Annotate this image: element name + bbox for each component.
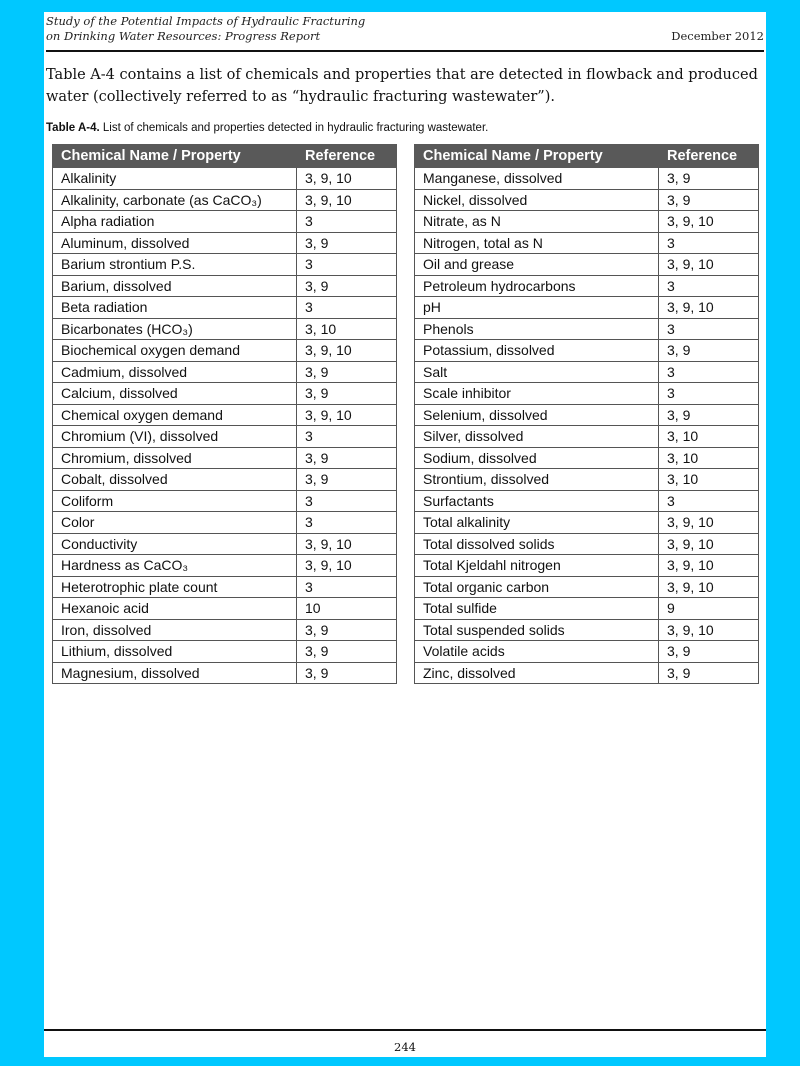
table-row xyxy=(415,232,759,254)
chemical-name-cell: Total sulfide xyxy=(415,598,659,620)
table-row xyxy=(415,490,759,512)
chemical-name-cell: Silver, dissolved xyxy=(415,426,659,448)
table-row xyxy=(415,426,759,448)
chemical-name-cell: Strontium, dissolved xyxy=(415,469,659,491)
chemical-name-cell: Chemical oxygen demand xyxy=(53,404,297,426)
reference-cell: 9 xyxy=(659,598,759,620)
reference-cell: 3, 9, 10 xyxy=(659,576,759,598)
table-row xyxy=(53,211,397,233)
reference-cell: 3, 9, 10 xyxy=(659,254,759,276)
reference-cell: 3, 9, 10 xyxy=(659,555,759,577)
reference-cell: 3, 9 xyxy=(297,232,397,254)
chemical-name-cell: Biochemical oxygen demand xyxy=(53,340,297,362)
chemical-name-cell: Beta radiation xyxy=(53,297,297,319)
table-row xyxy=(415,641,759,663)
table-row xyxy=(415,254,759,276)
table-row xyxy=(53,619,397,641)
chemical-name-cell: Nitrate, as N xyxy=(415,211,659,233)
table-row xyxy=(53,361,397,383)
chemical-name-cell: Coliform xyxy=(53,490,297,512)
chemical-name-cell: pH xyxy=(415,297,659,319)
table-row xyxy=(415,576,759,598)
table-caption-label: Table A-4. xyxy=(46,122,100,134)
table-row xyxy=(415,361,759,383)
chemical-name-cell: Hardness as CaCO₃ xyxy=(53,555,297,577)
table-row xyxy=(53,232,397,254)
chemical-name-cell: Calcium, dissolved xyxy=(53,383,297,405)
reference-cell: 3 xyxy=(659,232,759,254)
table-row xyxy=(53,490,397,512)
table-row xyxy=(415,340,759,362)
chemical-name-cell: Zinc, dissolved xyxy=(415,662,659,684)
reference-cell: 3 xyxy=(659,275,759,297)
reference-cell: 3, 9 xyxy=(297,275,397,297)
chemical-name-cell: Petroleum hydrocarbons xyxy=(415,275,659,297)
reference-cell: 3 xyxy=(297,254,397,276)
table-row xyxy=(415,512,759,534)
chemical-name-cell: Aluminum, dissolved xyxy=(53,232,297,254)
reference-cell: 3, 9 xyxy=(297,447,397,469)
chemical-name-cell: Total organic carbon xyxy=(415,576,659,598)
column-header-reference: Reference xyxy=(297,145,397,168)
column-header-name: Chemical Name / Property xyxy=(415,145,659,168)
chemicals-table-right xyxy=(414,144,759,684)
table-row xyxy=(53,318,397,340)
chemical-name-cell: Hexanoic acid xyxy=(53,598,297,620)
table-row xyxy=(53,168,397,190)
intro-paragraph: Table A-4 contains a list of chemicals and properties that are detected in flowback and produced water (collectively referred to as “hydraulic fracturing wastewater”). xyxy=(46,67,758,105)
reference-cell: 3, 9 xyxy=(659,662,759,684)
table-row xyxy=(53,469,397,491)
reference-cell: 3, 9 xyxy=(297,619,397,641)
chemical-name-cell: Chromium, dissolved xyxy=(53,447,297,469)
header-divider xyxy=(46,50,764,52)
chemical-name-cell: Conductivity xyxy=(53,533,297,555)
chemical-name-cell: Total alkalinity xyxy=(415,512,659,534)
table-row xyxy=(415,275,759,297)
table-header-row xyxy=(415,145,759,168)
table-row xyxy=(415,555,759,577)
reference-cell: 3 xyxy=(297,426,397,448)
reference-cell: 3 xyxy=(659,361,759,383)
table-row xyxy=(53,447,397,469)
reference-cell: 3, 9 xyxy=(297,361,397,383)
table-row xyxy=(53,404,397,426)
table-row xyxy=(415,469,759,491)
chemical-name-cell: Salt xyxy=(415,361,659,383)
chemical-name-cell: Sodium, dissolved xyxy=(415,447,659,469)
reference-cell: 3, 9 xyxy=(297,662,397,684)
reference-cell: 3, 9 xyxy=(659,340,759,362)
chemical-name-cell: Iron, dissolved xyxy=(53,619,297,641)
report-title xyxy=(46,14,365,44)
document-page xyxy=(44,12,766,1057)
reference-cell: 3, 9, 10 xyxy=(659,533,759,555)
table-row xyxy=(53,598,397,620)
reference-cell: 3, 9 xyxy=(659,168,759,190)
reference-cell: 3, 10 xyxy=(659,447,759,469)
table-row xyxy=(415,619,759,641)
table-caption xyxy=(46,122,488,134)
table-row xyxy=(415,211,759,233)
reference-cell: 3 xyxy=(297,297,397,319)
reference-cell: 3, 10 xyxy=(297,318,397,340)
report-title-line-1: Study of the Potential Impacts of Hydraulic Fracturing xyxy=(46,14,366,28)
chemicals-table-left xyxy=(52,144,397,684)
reference-cell: 3, 9 xyxy=(297,383,397,405)
chemical-name-cell: Lithium, dissolved xyxy=(53,641,297,663)
chemical-name-cell: Barium, dissolved xyxy=(53,275,297,297)
table-row xyxy=(415,318,759,340)
table-header-row xyxy=(53,145,397,168)
running-header xyxy=(46,14,764,48)
chemical-name-cell: Nickel, dissolved xyxy=(415,189,659,211)
reference-cell: 3, 9, 10 xyxy=(659,512,759,534)
report-title-line-2: on Drinking Water Resources: Progress Report xyxy=(46,29,321,43)
reference-cell: 3, 10 xyxy=(659,426,759,448)
chemical-name-cell: Total Kjeldahl nitrogen xyxy=(415,555,659,577)
reference-cell: 3, 9 xyxy=(659,189,759,211)
table-row xyxy=(53,189,397,211)
table-row xyxy=(415,447,759,469)
table-row xyxy=(415,168,759,190)
chemical-name-cell: Chromium (VI), dissolved xyxy=(53,426,297,448)
table-row xyxy=(53,555,397,577)
footer-divider xyxy=(44,1029,766,1031)
reference-cell: 3 xyxy=(297,512,397,534)
table-row xyxy=(53,297,397,319)
reference-cell: 3, 9 xyxy=(659,641,759,663)
chemical-name-cell: Oil and grease xyxy=(415,254,659,276)
reference-cell: 3, 9, 10 xyxy=(297,340,397,362)
table-row xyxy=(53,340,397,362)
chemical-name-cell: Alpha radiation xyxy=(53,211,297,233)
chemical-name-cell: Color xyxy=(53,512,297,534)
reference-cell: 3 xyxy=(297,576,397,598)
reference-cell: 3, 9 xyxy=(659,404,759,426)
reference-cell: 10 xyxy=(297,598,397,620)
column-header-reference: Reference xyxy=(659,145,759,168)
table-caption-text: List of chemicals and properties detected in hydraulic fracturing wastewater. xyxy=(99,122,489,134)
chemical-name-cell: Phenols xyxy=(415,318,659,340)
chemical-name-cell: Cobalt, dissolved xyxy=(53,469,297,491)
table-row xyxy=(53,576,397,598)
chemical-name-cell: Manganese, dissolved xyxy=(415,168,659,190)
table-row xyxy=(415,662,759,684)
table-row xyxy=(53,533,397,555)
reference-cell: 3 xyxy=(297,490,397,512)
chemical-name-cell: Surfactants xyxy=(415,490,659,512)
chemical-name-cell: Magnesium, dissolved xyxy=(53,662,297,684)
chemical-name-cell: Bicarbonates (HCO₃) xyxy=(53,318,297,340)
chemical-name-cell: Scale inhibitor xyxy=(415,383,659,405)
chemical-name-cell: Nitrogen, total as N xyxy=(415,232,659,254)
chemical-name-cell: Potassium, dissolved xyxy=(415,340,659,362)
table-row xyxy=(53,662,397,684)
chemical-name-cell: Total dissolved solids xyxy=(415,533,659,555)
table-row xyxy=(415,383,759,405)
reference-cell: 3, 9, 10 xyxy=(297,555,397,577)
chemical-name-cell: Heterotrophic plate count xyxy=(53,576,297,598)
reference-cell: 3 xyxy=(659,490,759,512)
table-row xyxy=(415,297,759,319)
chemical-name-cell: Barium strontium P.S. xyxy=(53,254,297,276)
table-row xyxy=(53,641,397,663)
table-row xyxy=(53,383,397,405)
chemical-name-cell: Cadmium, dissolved xyxy=(53,361,297,383)
table-row xyxy=(53,512,397,534)
table-row xyxy=(415,189,759,211)
chemical-name-cell: Alkalinity, carbonate (as CaCO₃) xyxy=(53,189,297,211)
reference-cell: 3 xyxy=(659,383,759,405)
reference-cell: 3, 10 xyxy=(659,469,759,491)
reference-cell: 3, 9, 10 xyxy=(297,168,397,190)
reference-cell: 3, 9, 10 xyxy=(297,189,397,211)
reference-cell: 3 xyxy=(659,318,759,340)
chemical-name-cell: Volatile acids xyxy=(415,641,659,663)
reference-cell: 3, 9, 10 xyxy=(297,533,397,555)
column-header-name: Chemical Name / Property xyxy=(53,145,297,168)
reference-cell: 3, 9, 10 xyxy=(659,297,759,319)
chemical-name-cell: Selenium, dissolved xyxy=(415,404,659,426)
table-row xyxy=(415,533,759,555)
table-row xyxy=(53,275,397,297)
reference-cell: 3, 9, 10 xyxy=(659,619,759,641)
table-row xyxy=(415,598,759,620)
report-date: December 2012 xyxy=(671,29,764,43)
chemical-name-cell: Alkalinity xyxy=(53,168,297,190)
reference-cell: 3, 9, 10 xyxy=(297,404,397,426)
reference-cell: 3, 9, 10 xyxy=(659,211,759,233)
table-row xyxy=(53,426,397,448)
table-row xyxy=(415,404,759,426)
page-number: 244 xyxy=(394,1040,416,1054)
reference-cell: 3, 9 xyxy=(297,641,397,663)
reference-cell: 3 xyxy=(297,211,397,233)
reference-cell: 3, 9 xyxy=(297,469,397,491)
table-row xyxy=(53,254,397,276)
chemical-name-cell: Total suspended solids xyxy=(415,619,659,641)
